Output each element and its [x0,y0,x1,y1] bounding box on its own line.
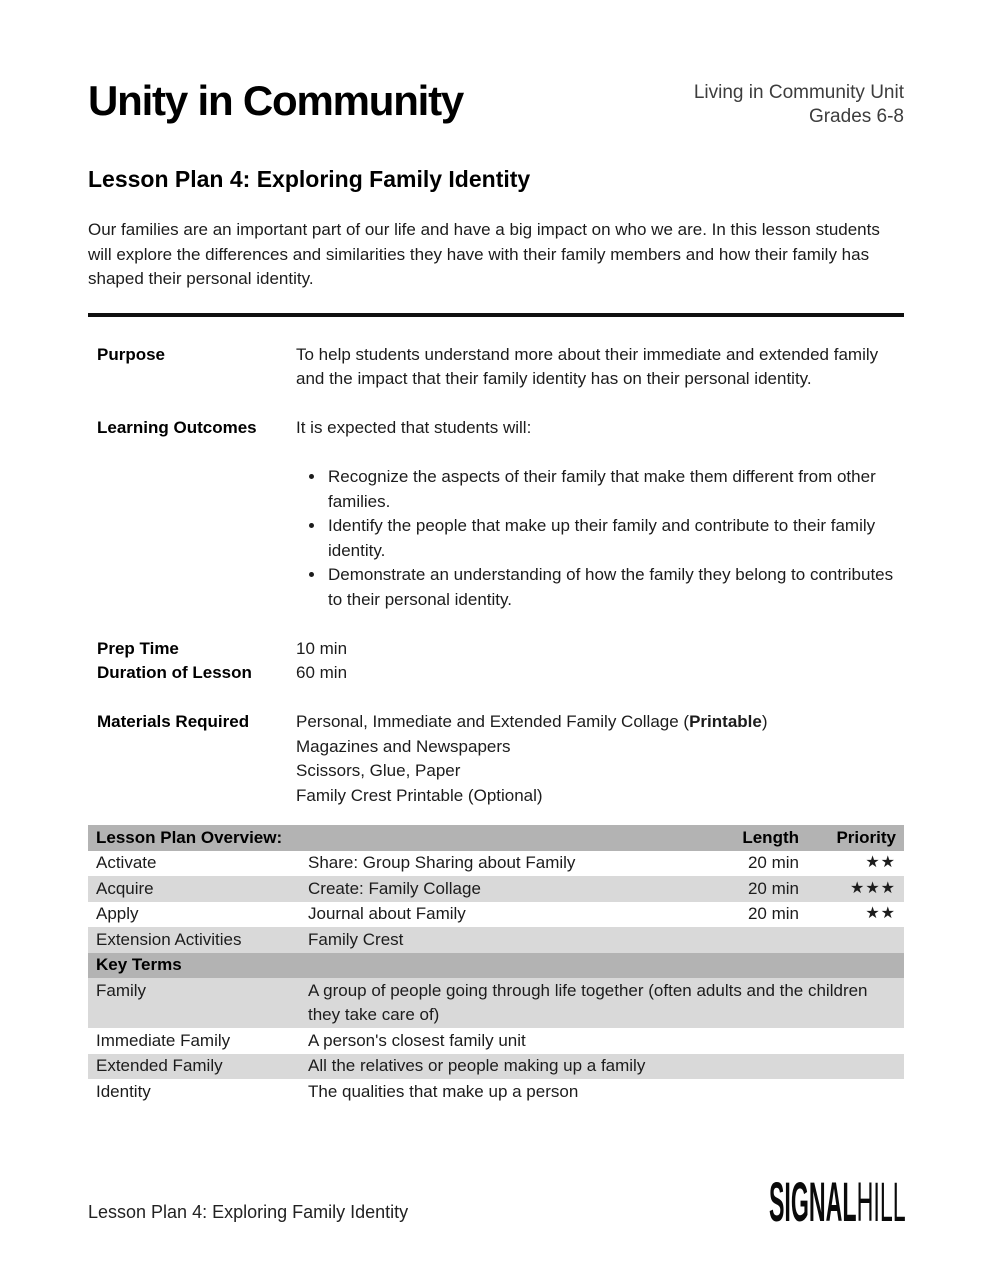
signalhill-logo: SIGNALHILL [769,1172,906,1234]
lesson-overview-table [88,825,904,1105]
purpose-label: Purpose [97,344,166,364]
term-cell: Extended Family [96,1056,223,1075]
purpose-text: To help students understand more about their immediate and extended family and the impact that their family identity has on their personal identity. [296,344,879,388]
prep-time-label: Prep Time [97,638,179,658]
key-terms-title: Key Terms [96,955,182,974]
prep-time-row [88,637,904,662]
length-column-header: Length [742,827,799,847]
phase-cell: Apply [96,904,139,923]
term-cell: Immediate Family [96,1030,231,1050]
priority-stars: ★★ [865,905,896,922]
material-item: Personal, Immediate and Extended Family Collage (Printable) [296,712,768,731]
grade-range: Grades 6-8 [808,105,904,127]
unit-title: Unity in Community [88,77,464,124]
priority-column-header: Priority [836,827,896,847]
overview-title: Lesson Plan Overview: [96,827,283,847]
priority-stars: ★★ [865,854,896,871]
unit-meta [694,76,904,128]
definition-cell: The qualities that make up a person [308,1081,579,1101]
material-item: Scissors, Glue, Paper [296,761,461,780]
prep-time-value: 10 min [296,638,348,658]
learning-outcomes-label: Learning Outcomes [97,418,257,437]
length-cell: 20 min [747,878,799,898]
activity-cell: Journal about Family [308,904,466,923]
definition-cell: A group of people going through life together (often adults and the children they take care of) [308,980,868,1024]
length-cell: 20 min [747,904,799,923]
duration-label: Duration of Lesson [97,663,252,682]
divider-rule [88,313,904,317]
table-row [88,851,904,877]
duration-row [88,661,904,686]
definition-cell: All the relatives or people making up a family [308,1056,646,1075]
table-row [88,902,904,928]
learning-outcomes-row [88,416,904,612]
definition-cell: A person's closest family unit [308,1030,526,1050]
priority-stars: ★★★ [849,879,896,897]
overview-header-row [88,825,904,851]
key-term-row [88,1028,904,1054]
phase-cell: Acquire [96,878,154,898]
outcomes-list [296,465,904,612]
material-item: Family Crest Printable (Optional) [296,785,543,805]
outcomes-intro: It is expected that students will: [296,418,532,437]
key-term-row [88,1079,904,1105]
material-item: Magazines and Newspapers [296,736,511,756]
term-cell: Family [96,980,147,1000]
key-terms-header-row [88,953,904,979]
length-cell: 20 min [747,853,799,872]
activity-cell: Share: Group Sharing about Family [308,853,576,872]
unit-name: Living in Community Unit [693,82,904,103]
activity-cell: Create: Family Collage [308,878,481,898]
learning-outcomes-body [296,416,904,612]
outcome-item: • Recognize the aspects of their family that make them different from other families. [326,465,904,514]
table-row [88,927,904,953]
outcome-item: • Identify the people that make up their family and contribute to their family identity. [326,514,904,563]
materials-list [296,710,904,808]
key-term-row [88,978,904,1028]
materials-row [88,710,904,808]
lesson-title: Lesson Plan 4: Exploring Family Identity [88,166,531,192]
phase-cell: Activate [96,853,157,872]
key-term-row [88,1054,904,1080]
lesson-intro: Our families are an important part of our life and have a big impact on who we are. In this lesson students will explore the differences and similarities they have with their family members and how their family has shaped their personal identity. [88,220,880,288]
term-cell: Identity [96,1081,151,1101]
purpose-row [88,343,904,392]
table-row [88,876,904,902]
page-header [88,0,904,128]
outcome-item: • Demonstrate an understanding of how the family they belong to contributes to their personal identity. [326,563,904,612]
duration-value: 60 min [296,663,348,682]
footer-lesson-title: Lesson Plan 4: Exploring Family Identity [88,1202,409,1222]
activity-cell: Family Crest [308,929,404,949]
materials-label: Materials Required [97,712,250,731]
phase-cell: Extension Activities [96,929,242,949]
